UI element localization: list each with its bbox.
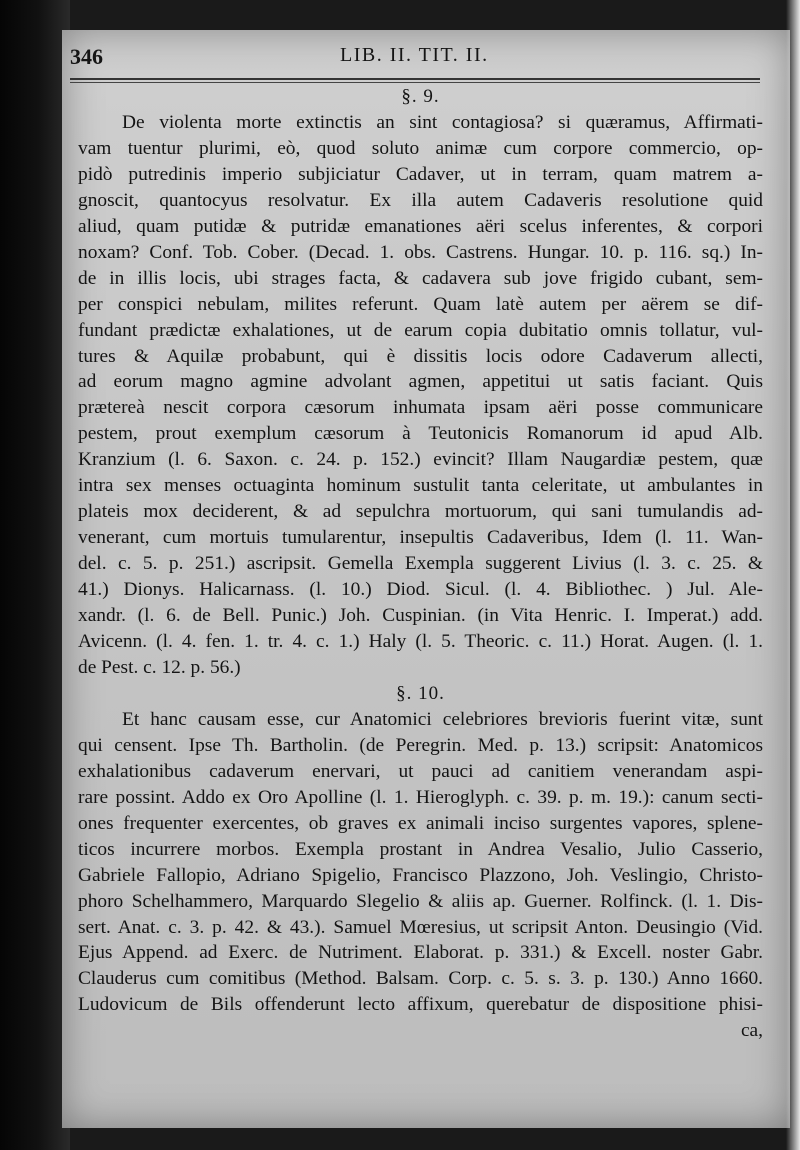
text-line: prætereà nescit corpora cæsorum inhumata ipsam aëri posse communicare [78,397,763,419]
text-line: xandr. (l. 6. de Bell. Punic.) Joh. Cuspinian. (in Vita Henric. I. Imperat.) add. [78,605,763,627]
text-line: Et hanc causam esse, cur Anatomici celebriores brevioris fuerint vitæ, sunt [122,708,763,730]
section-heading-10: §. 10. [396,682,445,704]
text-line: ticos incurrere morbos. Exempla prostant in Andrea Vesalio, Julio Casserio, [78,838,763,860]
header-rule-thin [70,82,760,83]
text-line: per conspici nebulam, milites referunt. Quam latè autem per aërem se dif- [78,293,763,315]
text-line: vam tuentur plurimi, eò, quod soluto animæ cum corpore commercio, op- [78,137,763,159]
header-rule [70,78,760,80]
text-line: venerant, cum mortuis tumularentur, insepultis Cadaveribus, Idem (l. 11. Wan- [78,527,763,549]
text-line: phoro Schelhammero, Marquardo Slegelio & aliis ap. Guerner. Rolfinck. (l. 1. Dis- [78,890,763,912]
text-line: Ejus Append. ad Exerc. de Nutriment. Elaborat. p. 331.) & Excell. noster Gabr. [78,942,763,964]
page-number: 346 [70,44,103,69]
text-line: plateis mox deciderent, & ad sepulchra mortuorum, qui sani tumulandis ad- [78,501,763,523]
text-line: 41.) Dionys. Halicarnass. (l. 10.) Diod. Sicul. (l. 4. Bibliothec. ) Jul. Ale- [78,579,763,601]
page-body [78,84,763,1044]
text-line: qui censent. Ipse Th. Bartholin. (de Peregrin. Med. p. 13.) scripsit: Anatomicos [78,734,763,756]
text-line: ones frequenter exercentes, ob graves ex animali inciso surgentes vapores, splene- [78,812,763,834]
text-line: del. c. 5. p. 251.) ascripsit. Gemella Exempla suggerent Livius (l. 3. c. 25. & [78,553,763,575]
text-line: rare possint. Addo ex Oro Apolline (l. 1. Hieroglyph. c. 39. p. m. 19.): canum secti- [78,786,763,808]
text-line: Avicenn. (l. 4. fen. 1. tr. 4. c. 1.) Haly (l. 5. Theoric. c. 11.) Horat. Augen. (l. 1. [78,631,763,653]
text-line: Clauderus cum comitibus (Method. Balsam. Corp. c. 5. s. 3. p. 130.) Anno 1660. [78,968,763,990]
book-spine-shadow [0,0,70,1150]
section-9-body [78,110,763,681]
text-line: ca, [740,1020,763,1042]
section-heading-9: §. 9. [401,86,440,107]
text-line: gnoscit, quantocyus resolvatur. Ex illa autem Cadaveris resolutione quid [78,189,763,211]
text-line: Kranzium (l. 6. Saxon. c. 24. p. 152.) evincit? Illam Naugardiæ pestem, quæ [78,449,763,471]
text-line: de Pest. c. 12. p. 56.) [78,656,241,678]
text-line: Gabriele Fallopio, Adriano Spigelio, Francisco Plazzono, Joh. Veslingio, Christo- [78,864,763,886]
text-line: ad eorum magno agmine advolant agmen, appetitui ut satis faciant. Quis [78,371,763,393]
text-line: pidò putredinis imperio subjiciatur Cadaver, ut in terram, quam matrem a- [78,163,763,185]
page-edge [786,0,800,1150]
text-line: intra sex menses octuaginta hominum sustulit tanta celeritate, ut ambulantes in [78,475,763,497]
text-line: pestem, prout exemplum cæsorum à Teutonicis Romanorum id apud Alb. [78,423,763,445]
text-line: noxam? Conf. Tob. Cober. (Decad. 1. obs. Castrens. Hungar. 10. p. 116. sq.) In- [78,241,763,263]
text-line: de in illis locis, ubi strages facta, & cadavera sub jove frigido cubant, sem- [78,267,763,289]
page-header [70,44,770,74]
text-line: exhalationibus cadaverum enervari, ut pauci ad canitiem venerandam aspi- [78,760,763,782]
text-line: tures & Aquilæ probabunt, qui è dissitis locis odore Cadaverum allecti, [78,345,763,367]
running-title: LIB. II. TIT. II. [340,44,489,66]
section-10-body [78,707,763,1044]
text-line: Ludovicum de Bils offenderunt lecto affixum, querebatur de dispositione phisi- [78,994,763,1016]
text-line: De violenta morte extinctis an sint contagiosa? si quæramus, Affirmati- [122,111,763,133]
text-line: sert. Anat. c. 3. p. 42. & 43.). Samuel Mœresius, ut scripsit Anton. Deusingio (Vid. [78,916,763,938]
text-line: fundant prædictæ exhalationes, ut de earum copia dubitatio omnis tollatur, vul- [78,319,763,341]
text-line: aliud, quam putidæ & putridæ emanationes aëri scelus inferentes, & corpori [78,215,763,237]
